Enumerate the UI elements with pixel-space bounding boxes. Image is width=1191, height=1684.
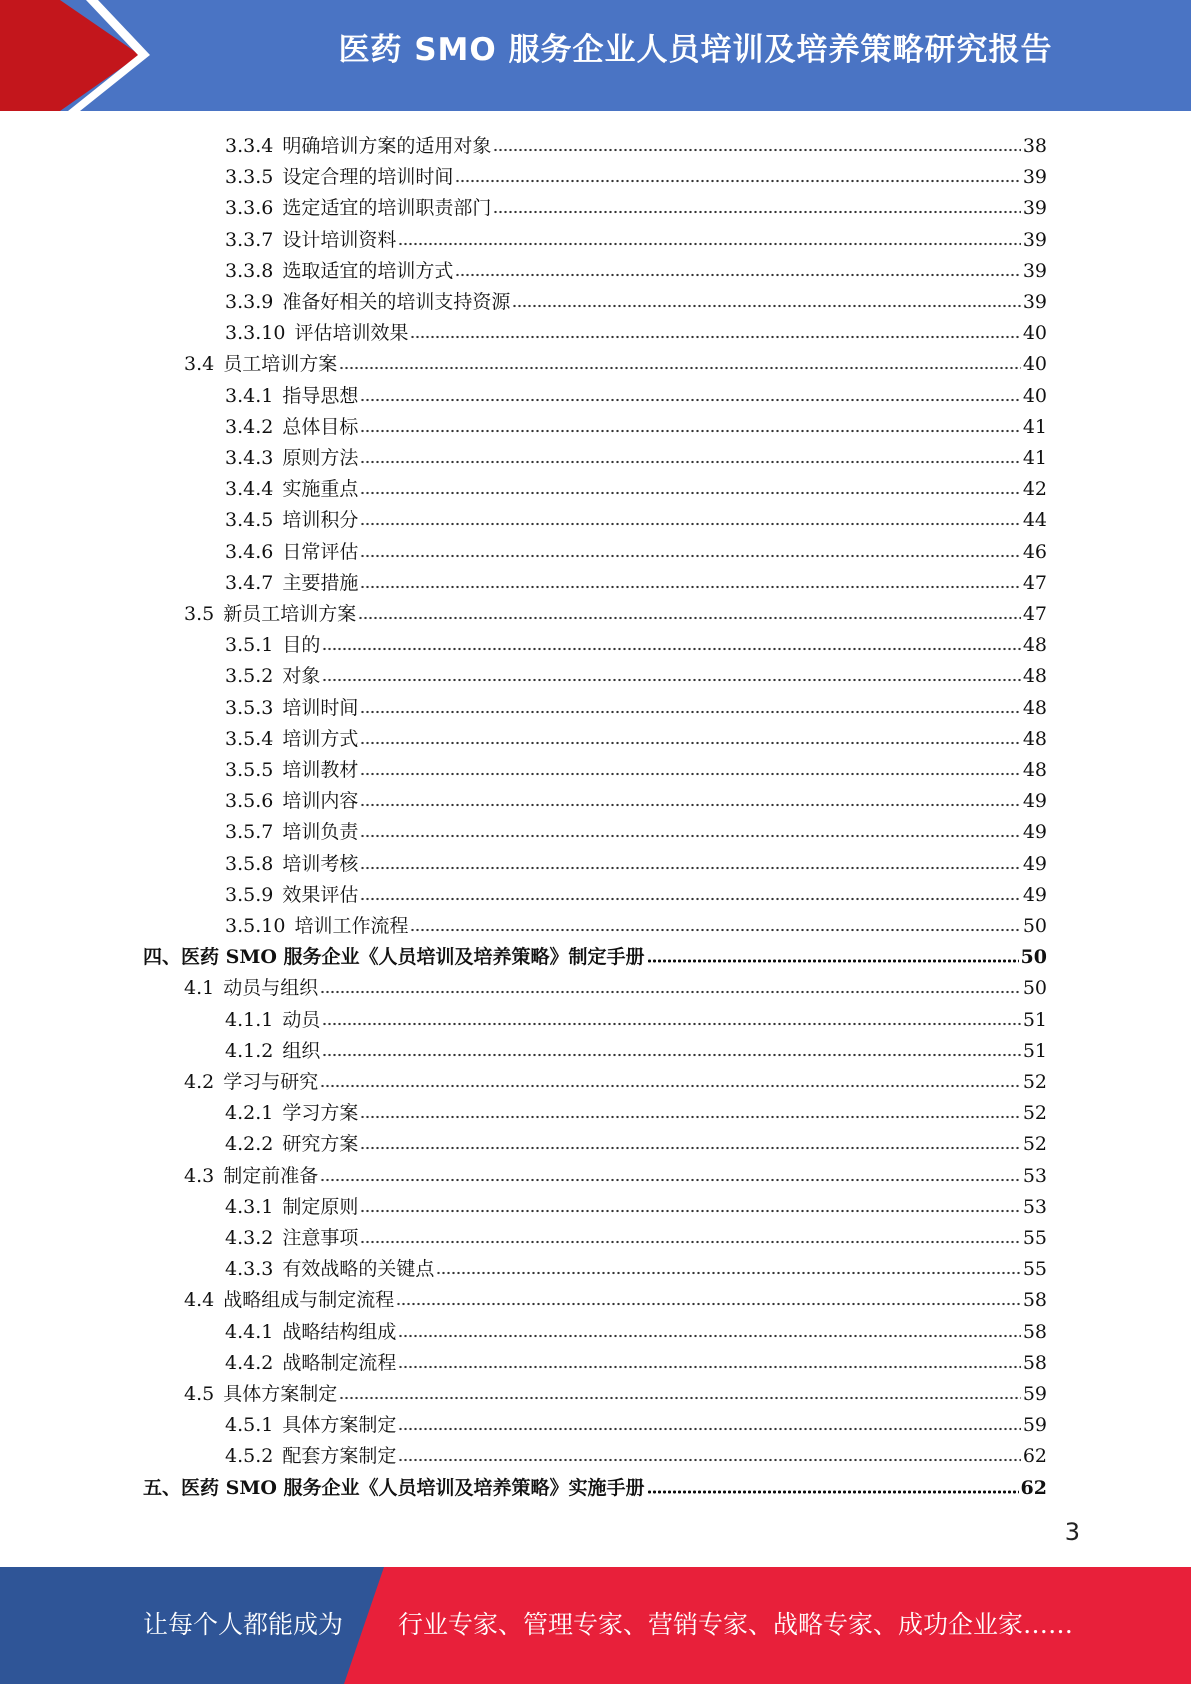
toc-dot-leader: [358, 614, 1021, 622]
toc-entry-title: 医药 SMO 服务企业《人员培训及培养策略》实施手册: [181, 1476, 645, 1499]
toc-entry-page: 47: [1022, 603, 1047, 625]
toc-dot-leader: [360, 1238, 1020, 1246]
toc-dot-leader: [360, 427, 1020, 435]
toc-dot-leader: [320, 1176, 1021, 1184]
toc-entry[interactable]: [225, 657, 1047, 688]
page-header: [0, 0, 1191, 111]
toc-entry-page: 53: [1022, 1195, 1047, 1218]
toc-entry-number: 3.3.7: [225, 228, 274, 251]
toc-dot-leader: [360, 832, 1020, 840]
toc-entry-page: 58: [1022, 1289, 1047, 1312]
toc-entry[interactable]: [225, 813, 1047, 844]
toc-entry-number: 3.5.6: [225, 790, 274, 813]
toc-dot-leader: [410, 926, 1020, 934]
toc-dot-leader: [360, 864, 1020, 872]
toc-dot-leader: [455, 177, 1020, 185]
toc-dot-leader: [436, 1269, 1020, 1277]
toc-dot-leader: [339, 364, 1021, 372]
toc-entry-number: 4.5.2: [225, 1445, 274, 1468]
toc-entry-title: 选取适宜的培训方式: [282, 259, 454, 282]
toc-entry[interactable]: [225, 1219, 1047, 1250]
toc-entry-title: 培训内容: [282, 790, 359, 813]
toc-entry-number: 3.5.4: [225, 727, 274, 750]
toc-entry-title: 有效战略的关键点: [282, 1258, 435, 1281]
toc-entry-title: 设定合理的培训时间: [282, 166, 454, 189]
toc-entry-title: 准备好相关的培训支持资源: [282, 291, 511, 313]
toc-entry-number: 3.3.4: [225, 135, 274, 157]
toc-entry-number: 4.2: [184, 1071, 215, 1093]
toc-entry-number: 3.5.3: [225, 696, 274, 719]
toc-entry-number: 4.3.1: [225, 1195, 274, 1218]
toc-entry[interactable]: [225, 501, 1047, 532]
toc-entry[interactable]: [184, 1281, 1047, 1312]
toc-entry-number: 3.4.2: [225, 415, 274, 438]
toc-entry-number: 3.5: [184, 603, 215, 625]
toc-entry-number: 3.4.7: [225, 571, 274, 594]
toc-entry-page: 62: [1020, 1476, 1047, 1499]
toc-entry-page: 58: [1022, 1351, 1047, 1374]
toc-entry-number: 4.1.2: [225, 1039, 274, 1062]
toc-dot-leader: [322, 676, 1020, 684]
toc-entry[interactable]: [225, 189, 1047, 220]
toc-entry-page: 58: [1022, 1320, 1047, 1343]
toc-entry-page: 39: [1022, 291, 1047, 313]
toc-entry-page: 38: [1022, 135, 1047, 157]
toc-entry-page: 49: [1022, 821, 1047, 844]
toc-entry-title: 制定前准备: [223, 1164, 319, 1187]
toc-dot-leader: [398, 1425, 1020, 1433]
toc-entry-title: 明确培训方案的适用对象: [282, 135, 492, 157]
toc-entry[interactable]: [225, 408, 1047, 439]
toc-entry-page: 39: [1022, 259, 1047, 282]
toc-entry-page: 40: [1022, 353, 1047, 376]
toc-entry-title: 原则方法: [282, 447, 359, 469]
toc-entry-page: 59: [1022, 1414, 1047, 1437]
toc-entry-number: 五、: [143, 1476, 182, 1499]
toc-entry[interactable]: [225, 1032, 1047, 1063]
toc-entry-page: 52: [1022, 1133, 1047, 1156]
toc-entry-title: 注意事项: [282, 1227, 359, 1249]
toc-entry-title: 具体方案制定: [223, 1383, 338, 1405]
toc-entry[interactable]: [143, 1469, 1047, 1500]
toc-entry-page: 42: [1022, 478, 1047, 501]
toc-dot-leader: [322, 1020, 1020, 1028]
toc-entry-number: 4.4.2: [225, 1351, 274, 1374]
toc-entry-title: 主要措施: [282, 571, 359, 594]
toc-entry-title: 培训考核: [282, 852, 359, 875]
toc-entry[interactable]: [225, 782, 1047, 813]
toc-entry-page: 41: [1022, 447, 1047, 469]
toc-entry[interactable]: [225, 689, 1047, 720]
header-red-arrow: [0, 0, 140, 111]
toc-entry-title: 培训时间: [282, 696, 359, 719]
toc-entry-number: 4.3: [184, 1164, 215, 1187]
toc-entry-number: 3.4.1: [225, 384, 274, 407]
toc-entry[interactable]: [225, 1125, 1047, 1156]
toc-entry-title: 总体目标: [282, 415, 359, 438]
toc-entry-page: 41: [1022, 415, 1047, 438]
toc-entry-number: 4.3.3: [225, 1258, 274, 1281]
toc-dot-leader: [360, 1144, 1020, 1152]
toc-entry[interactable]: [225, 314, 1047, 345]
toc-entry[interactable]: [143, 938, 1047, 969]
toc-dot-leader: [360, 1207, 1020, 1215]
toc-entry-page: 44: [1022, 509, 1047, 532]
toc-entry-title: 效果评估: [282, 883, 359, 906]
toc-entry-page: 39: [1022, 166, 1047, 189]
toc-entry-page: 50: [1022, 977, 1047, 1000]
toc-entry[interactable]: [225, 439, 1047, 470]
toc-dot-leader: [360, 801, 1020, 809]
toc-entry-page: 53: [1022, 1164, 1047, 1187]
toc-dot-leader: [360, 583, 1020, 591]
toc-dot-leader: [493, 146, 1020, 154]
toc-entry[interactable]: [225, 533, 1047, 564]
toc-dot-leader: [360, 1113, 1020, 1121]
toc-entry-number: 4.4.1: [225, 1320, 274, 1343]
toc-entry-title: 学习方案: [282, 1102, 359, 1125]
toc-entry[interactable]: [225, 1094, 1047, 1125]
toc-entry-number: 3.4.4: [225, 478, 274, 501]
toc-entry-page: 48: [1022, 634, 1047, 657]
toc-entry-page: 50: [1020, 946, 1047, 969]
footer-slogan-right: 行业专家、管理专家、营销专家、战略专家、成功企业家……: [398, 1610, 1074, 1639]
toc-dot-leader: [320, 988, 1021, 996]
toc-entry[interactable]: [184, 969, 1047, 1000]
toc-entry-page: 46: [1022, 540, 1047, 563]
page-footer: [0, 1567, 1191, 1684]
toc-entry-page: 49: [1022, 790, 1047, 813]
toc-entry-number: 4.5.1: [225, 1414, 274, 1437]
toc-entry-number: 4.5: [184, 1383, 215, 1405]
toc-entry[interactable]: [225, 127, 1047, 158]
toc-entry[interactable]: [184, 1375, 1047, 1406]
toc-entry-page: 55: [1022, 1227, 1047, 1249]
toc-entry-title: 新员工培训方案: [223, 603, 357, 625]
toc-entry-number: 4.2.2: [225, 1133, 274, 1156]
toc-dot-leader: [339, 1394, 1021, 1402]
toc-entry-title: 战略组成与制定流程: [223, 1289, 395, 1312]
toc-entry-page: 40: [1022, 322, 1047, 345]
toc-entry[interactable]: [184, 1063, 1047, 1094]
toc-entry[interactable]: [225, 252, 1047, 283]
toc-entry-number: 四、: [143, 946, 182, 969]
toc-entry-page: 51: [1022, 1008, 1047, 1031]
toc-entry-number: 3.3.6: [225, 197, 274, 220]
toc-entry-number: 3.5.10: [225, 915, 286, 937]
toc-entry-number: 4.1: [184, 977, 215, 1000]
toc-entry-title: 培训负责: [282, 821, 359, 844]
toc-dot-leader: [360, 489, 1020, 497]
toc-entry-page: 52: [1022, 1102, 1047, 1125]
toc-entry-number: 3.3.8: [225, 259, 274, 282]
toc-entry-title: 医药 SMO 服务企业《人员培训及培养策略》制定手册: [181, 946, 645, 969]
toc-entry-title: 培训方式: [282, 727, 359, 750]
toc-entry-title: 设计培训资料: [282, 228, 397, 251]
toc-entry-number: 3.4.3: [225, 447, 274, 469]
toc-dot-leader: [360, 458, 1020, 466]
toc-entry[interactable]: [225, 845, 1047, 876]
toc-entry-page: 48: [1022, 696, 1047, 719]
toc-entry-title: 日常评估: [282, 540, 359, 563]
toc-entry-title: 目的: [282, 634, 321, 657]
toc-entry-title: 战略结构组成: [282, 1320, 397, 1343]
toc-entry-title: 研究方案: [282, 1133, 359, 1156]
toc-entry-number: 3.4: [184, 353, 215, 376]
toc-entry[interactable]: [225, 1344, 1047, 1375]
toc-dot-leader: [410, 333, 1020, 341]
toc-entry-page: 39: [1022, 228, 1047, 251]
toc-entry[interactable]: [225, 720, 1047, 751]
toc-entry-title: 组织: [282, 1039, 321, 1062]
toc-dot-leader: [398, 240, 1020, 248]
toc-entry-title: 培训教材: [282, 759, 359, 781]
toc-entry[interactable]: [225, 1437, 1047, 1468]
toc-entry[interactable]: [225, 1406, 1047, 1437]
footer-slogan-left: 让每个人都能成为: [143, 1610, 344, 1639]
toc-entry-page: 48: [1022, 665, 1047, 688]
toc-entry[interactable]: [225, 751, 1047, 782]
toc-entry[interactable]: [225, 470, 1047, 501]
toc-entry-title: 战略制定流程: [282, 1351, 397, 1374]
toc-entry-title: 动员: [282, 1008, 321, 1031]
toc-dot-leader: [360, 396, 1020, 404]
toc-dot-leader: [360, 520, 1020, 528]
toc-entry-title: 培训积分: [282, 509, 359, 532]
toc-dot-leader: [360, 552, 1020, 560]
toc-entry-number: 3.5.2: [225, 665, 274, 688]
toc-entry-title: 指导思想: [282, 384, 359, 407]
toc-entry[interactable]: [225, 1250, 1047, 1281]
toc-dot-leader: [396, 1300, 1021, 1308]
toc-dot-leader: [360, 895, 1020, 903]
toc-entry-number: 4.3.2: [225, 1227, 274, 1249]
toc-entry-number: 3.5.7: [225, 821, 274, 844]
toc-entry-page: 48: [1022, 727, 1047, 750]
page-number: 3: [1064, 1518, 1080, 1546]
toc-entry[interactable]: [225, 907, 1047, 938]
toc-entry[interactable]: [184, 345, 1047, 376]
toc-entry-page: 47: [1022, 571, 1047, 594]
toc-entry-number: 3.3.10: [225, 322, 286, 345]
toc-entry-number: 4.2.1: [225, 1102, 274, 1125]
toc-dot-leader: [512, 302, 1020, 310]
toc-entry[interactable]: [225, 564, 1047, 595]
toc-dot-leader: [320, 1082, 1021, 1090]
toc-entry[interactable]: [225, 626, 1047, 657]
toc-entry[interactable]: [225, 1001, 1047, 1032]
toc-entry[interactable]: [225, 283, 1047, 314]
toc-entry[interactable]: [225, 876, 1047, 907]
toc-entry-number: 3.5.8: [225, 852, 274, 875]
toc-entry-title: 动员与组织: [223, 977, 319, 1000]
toc-entry[interactable]: [225, 158, 1047, 189]
toc-dot-leader: [398, 1363, 1020, 1371]
toc-dot-leader: [322, 1051, 1020, 1059]
toc-dot-leader: [360, 770, 1020, 778]
toc-entry-number: 3.4.5: [225, 509, 274, 532]
toc-entry-page: 52: [1022, 1071, 1047, 1093]
toc-dot-leader: [360, 739, 1020, 747]
toc-entry-title: 学习与研究: [223, 1071, 319, 1093]
toc-entry-page: 48: [1022, 759, 1047, 781]
toc-entry-page: 55: [1022, 1258, 1047, 1281]
toc-entry[interactable]: [225, 377, 1047, 408]
toc-dot-leader: [647, 957, 1019, 965]
toc-dot-leader: [322, 645, 1020, 653]
toc-dot-leader: [398, 1332, 1020, 1340]
toc-entry-number: 3.5.9: [225, 883, 274, 906]
toc-entry-number: 4.4: [184, 1289, 215, 1312]
toc-dot-leader: [493, 208, 1020, 216]
toc-entry-page: 59: [1022, 1383, 1047, 1405]
toc-entry-title: 选定适宜的培训职责部门: [282, 197, 492, 220]
toc-entry-number: 3.5.1: [225, 634, 274, 657]
toc-entry-title: 配套方案制定: [282, 1445, 397, 1468]
toc-entry-number: 4.1.1: [225, 1008, 274, 1031]
toc-entry-number: 3.3.5: [225, 166, 274, 189]
toc-entry-number: 3.4.6: [225, 540, 274, 563]
toc-entry[interactable]: [184, 595, 1047, 626]
toc-entry[interactable]: [225, 1188, 1047, 1219]
toc-entry-page: 50: [1022, 915, 1047, 937]
toc-entry-number: 3.5.5: [225, 759, 274, 781]
toc-dot-leader: [360, 708, 1020, 716]
toc-entry-number: 3.3.9: [225, 291, 274, 313]
toc-entry[interactable]: [225, 1313, 1047, 1344]
toc-entry-page: 40: [1022, 384, 1047, 407]
toc-entry-title: 制定原则: [282, 1195, 359, 1218]
toc-entry-page: 39: [1022, 197, 1047, 220]
toc-dot-leader: [455, 271, 1020, 279]
toc-entry-page: 62: [1022, 1445, 1047, 1468]
toc-entry-title: 培训工作流程: [294, 915, 409, 937]
toc-entry-title: 实施重点: [282, 478, 359, 501]
toc-entry-page: 49: [1022, 852, 1047, 875]
toc-dot-leader: [398, 1456, 1020, 1464]
toc-entry-page: 51: [1022, 1039, 1047, 1062]
toc-dot-leader: [647, 1488, 1019, 1496]
toc-entry[interactable]: [184, 1157, 1047, 1188]
toc-entry-title: 评估培训效果: [294, 322, 409, 345]
toc-entry[interactable]: [225, 221, 1047, 252]
toc-entry-title: 员工培训方案: [223, 353, 338, 376]
toc-entry-page: 49: [1022, 883, 1047, 906]
report-title: 医药 SMO 服务企业人员培训及培养策略研究报告: [338, 32, 1053, 68]
toc-entry-title: 对象: [282, 665, 321, 688]
toc-entry-title: 具体方案制定: [282, 1414, 397, 1437]
